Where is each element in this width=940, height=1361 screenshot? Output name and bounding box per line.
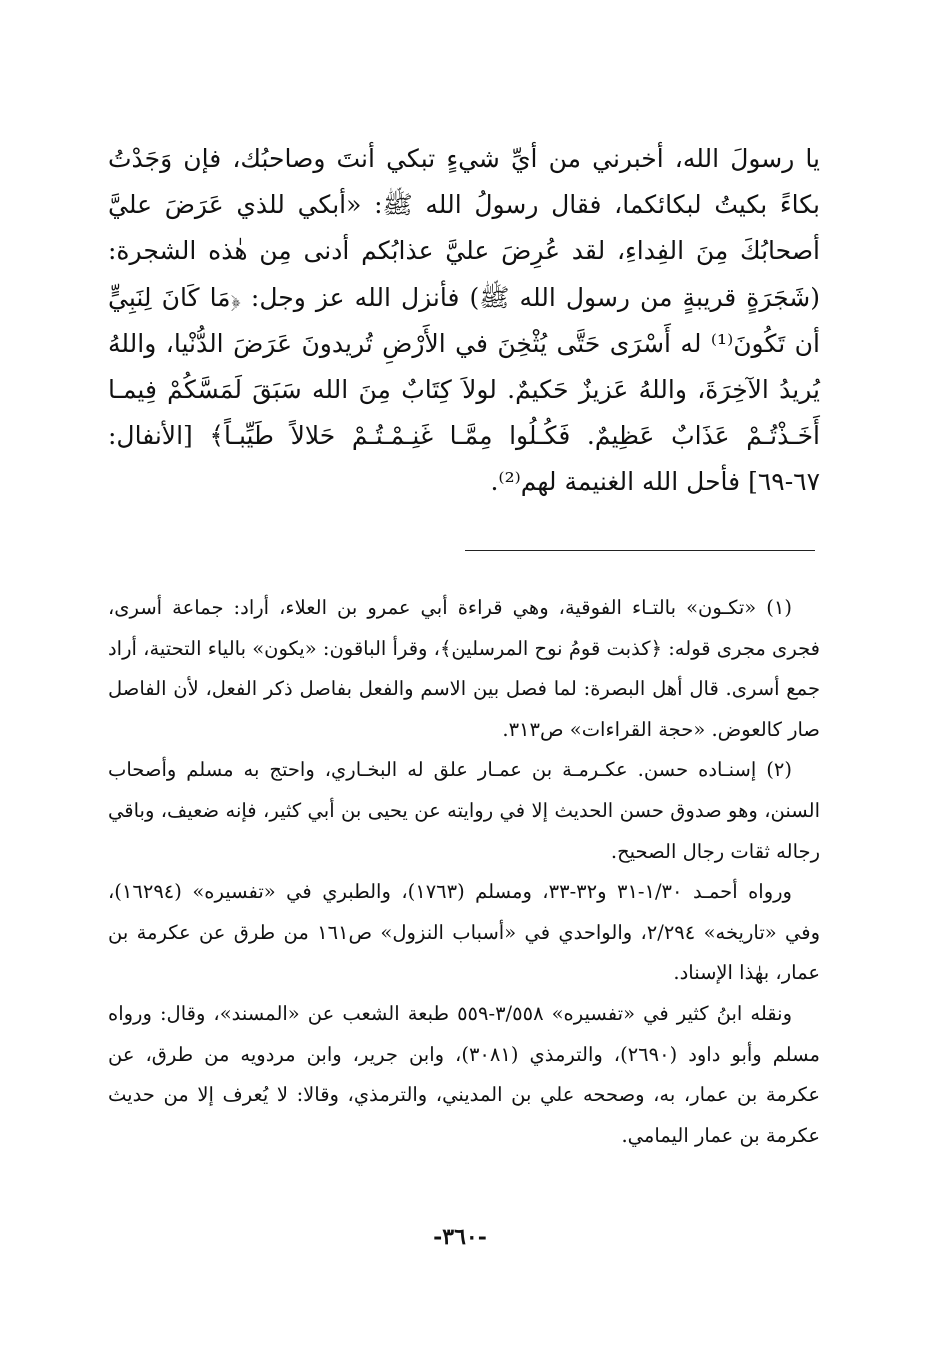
footnote-2-continuation-2: ونقله ابنُ كثير في «تفسيره» ٣/٥٥٨-٥٥٩ طبعة الشعب عن «المسند»، وقال: ورواه مسلم وأبو داود (٢٦٩٠)، والترمذي (٣٠٨١)، وابن جرير، وابن مردويه من طرق، عن عكرمة بن عمار، به، وصححه علي بن المديني، والترمذي، وقالا: لا يُعرف إلا من حديث عكرمة بن عمار اليمامي.	[108, 1001, 820, 1147]
main-paragraph: يا رسولَ الله، أخبرني من أيِّ شيءٍ تبكي أنتَ وصاحبُك، فإن وَجَدْتُ بكاءً بكيتُ لبكائكما، فقال رسولُ الله ﷺ: «أبكي للذي عَرَضَ عليَّ أصحابُكَ مِنَ الفِداءِ، لقد عُرِضَ عليَّ عذابُكم أدنى مِن هٰذه الشجرة: (شَجَرَةٍ قريبةٍ من رسول الله ﷺ) فأنزل الله عز وجل: ﴿مَا كَانَ لِنَبِيٍّ أن تَكُونَ⁽¹⁾ له أَسْرَى حَتَّى يُثْخِنَ في الأَرْضِ تُريدونَ عَرَضَ الدُّنْيا، واللهُ يُريدُ الآخِرَةَ، واللهُ عَزيزٌ حَكيمٌ. لولاَ كِتَابٌ مِنَ الله سَبَقَ لَمَسَّكُمْ فِيمـا أَخَـذْتُـمْ عَذَابٌ عَظِيمٌ. فَكُـلُوا مِمَّـا غَنِـمْـتُـمْ حَلالاً طَيِّبـاً﴾ [الأنفال: ٦٧-٦٩] فأحل الله الغنيمة لهم⁽²⁾.	[108, 144, 820, 497]
footnote-2-continuation-1: ورواه أحمـد ١/٣٠-٣١ و٣٢-٣٣، ومسلم (١٧٦٣)، والطبري في «تفسيره» (١٦٢٩٤)، وفي «تاريخه» ٢/٢٩٤، والواحدي في «أسباب النزول» ص١٦١ من طرق عن عكرمة بن عمار، بهٰذا الإسناد.	[108, 880, 820, 985]
footnote-2: (٢) إسنـاده حسن. عكـرمـة بن عمـار علق له البخـاري، واحتج به مسلم وأصحاب السنن، وهو صدوق حسن الحديث إلا في روايته عن يحيى بن أبي كثير، فإنه ضعيف، وباقي رجاله ثقات رجال الصحيح.	[108, 758, 820, 863]
footnotes-block	[108, 588, 820, 1156]
page-number: -٣٦٠-	[433, 1224, 487, 1250]
footnote-separator	[465, 550, 815, 551]
footnote-1: (١) «تكـون» بالتـاء الفوقية، وهي قراءة أبي عمرو بن العلاء، أراد: جماعة أسرى، فجرى مجرى قوله: ﴿كذبت قومُ نوح المرسلين﴾، وقرأ الباقون: «يكون» بالياء التحتية، أراد جمع أسرى. قال أهل البصرة: لما فصل بين الاسم والفعل بفاصل ذكر الفعل، لأن الفاصل صار كالعوض. «حجة القراءات» ص٣١٣.	[108, 596, 820, 741]
main-text-block	[108, 136, 820, 506]
